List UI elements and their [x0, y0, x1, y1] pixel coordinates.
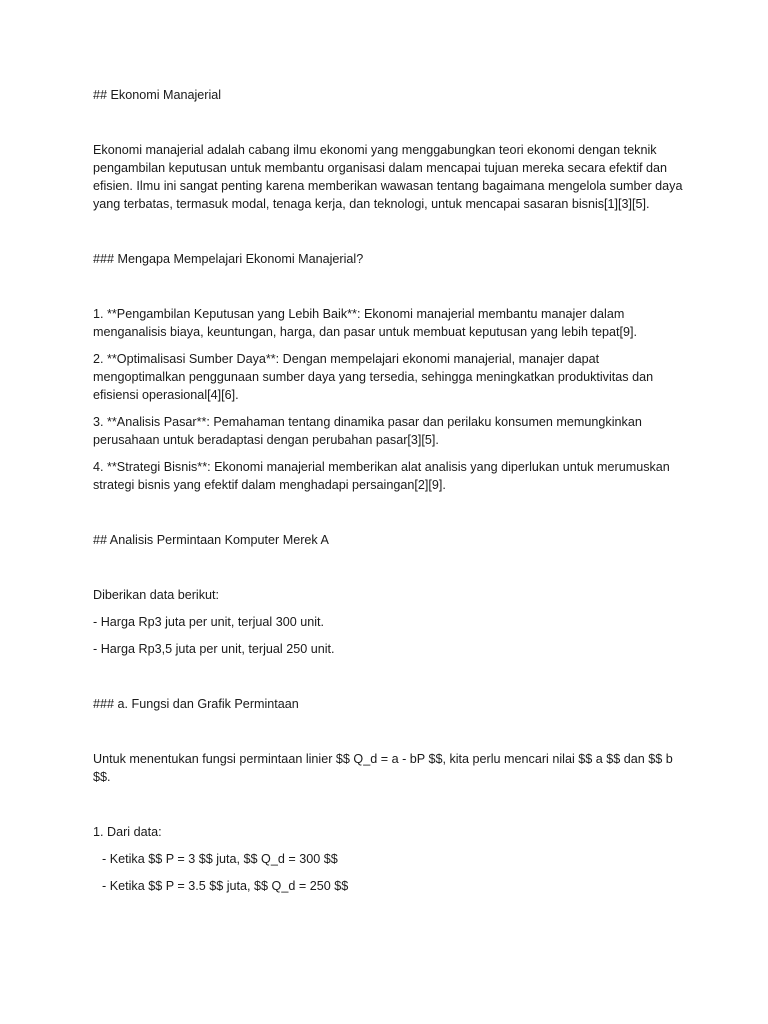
given-intro: Diberikan data berikut:: [93, 588, 220, 602]
step-1-item-2: - Ketika $$ P = 3.5 $$ juta, $$ Q_d = 250 $$: [102, 879, 349, 893]
step-1-item-1: - Ketika $$ P = 3 $$ juta, $$ Q_d = 300 $$: [102, 852, 338, 866]
intro-paragraph: Ekonomi manajerial adalah cabang ilmu ekonomi yang menggabungkan teori ekonomi dengan teknik pengambilan keputusan untuk membantu organisasi dalam mencapai tujuan mereka secara efektif dan efisien. Ilmu ini sangat penting karena memberikan wawasan tentang bagaimana mengelola sumber daya yang terbatas, termasuk modal, tenaga kerja, dan teknologi, untuk mencapai sasaran bisnis[1][3][5].: [93, 143, 683, 211]
list-item-reason-1: 1. **Pengambilan Keputusan yang Lebih Baik**: Ekonomi manajerial membantu manajer dalam menganalisis biaya, keuntungan, harga, dan pasar untuk membuat keputusan yang lebih tepat[9].: [93, 307, 637, 339]
document-body: [93, 86, 683, 904]
heading-ekonomi-manajerial: ## Ekonomi Manajerial: [93, 88, 222, 102]
heading-fungsi-grafik: ### a. Fungsi dan Grafik Permintaan: [93, 697, 299, 711]
list-item-reason-4: 4. **Strategi Bisnis**: Ekonomi manajerial memberikan alat analisis yang diperlukan untuk merumuskan strategi bisnis yang efektif dalam menghadapi persaingan[2][9].: [93, 460, 670, 492]
list-item-reason-3: 3. **Analisis Pasar**: Pemahaman tentang dinamika pasar dan perilaku konsumen memungkinkan perusahaan untuk beradaptasi dengan perubahan pasar[3][5].: [93, 415, 642, 447]
list-item-reason-2: 2. **Optimalisasi Sumber Daya**: Dengan mempelajari ekonomi manajerial, manajer dapat mengoptimalkan penggunaan sumber daya yang tersedia, sehingga meningkatkan produktivitas dan efisiensi operasional[4][6].: [93, 352, 654, 402]
heading-analisis-permintaan: ## Analisis Permintaan Komputer Merek A: [93, 533, 329, 547]
given-item-2: - Harga Rp3,5 juta per unit, terjual 250 unit.: [93, 642, 335, 656]
given-item-1: - Harga Rp3 juta per unit, terjual 300 unit.: [93, 615, 325, 629]
heading-mengapa-mempelajari: ### Mengapa Mempelajari Ekonomi Manajerial?: [93, 252, 364, 266]
step-1-label: 1. Dari data:: [93, 825, 162, 839]
method-paragraph: Untuk menentukan fungsi permintaan linier $$ Q_d = a - bP $$, kita perlu mencari nilai $$ a $$ dan $$ b $$.: [93, 752, 673, 784]
